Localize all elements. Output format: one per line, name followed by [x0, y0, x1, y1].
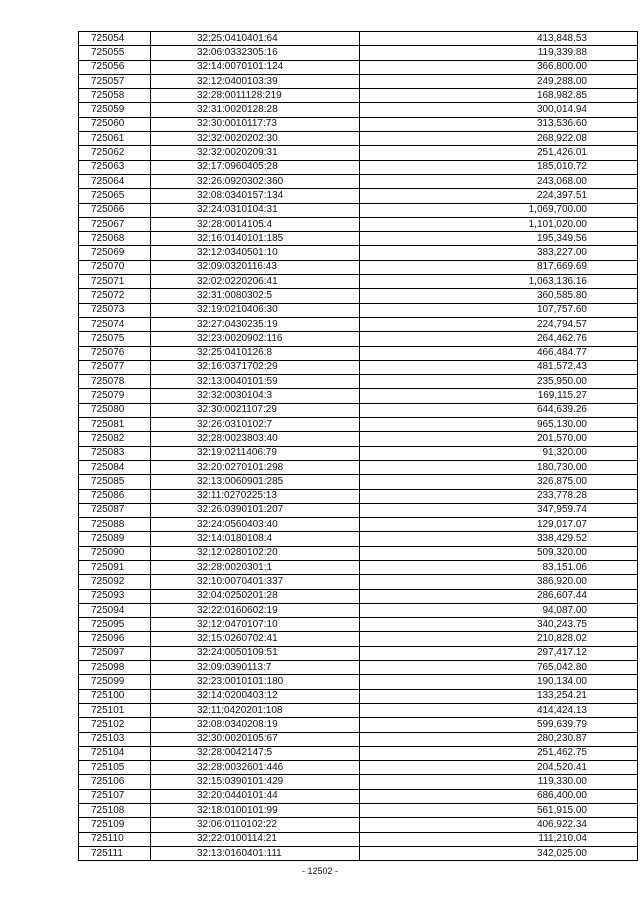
table-row — [79, 575, 638, 589]
cell-record-id: 725078 — [79, 375, 151, 389]
table-row — [79, 746, 638, 760]
table-row — [79, 804, 638, 818]
cell-cadastral-number: 32:13:0040101:59 — [151, 375, 360, 389]
cell-record-id: 725084 — [79, 460, 151, 474]
cell-cadastral-number: 32:15:0390101:429 — [151, 775, 360, 789]
cell-amount: 644,639.26 — [360, 403, 638, 417]
cell-record-id: 725064 — [79, 174, 151, 188]
table-row — [79, 375, 638, 389]
cell-cadastral-number: 32:24:0560403:40 — [151, 518, 360, 532]
cell-cadastral-number: 32:28:0014105:4 — [151, 217, 360, 231]
cell-amount: 268,922.08 — [360, 132, 638, 146]
cell-amount: 765,042.80 — [360, 661, 638, 675]
cell-cadastral-number: 32:08:0340208:19 — [151, 718, 360, 732]
table-row — [79, 117, 638, 131]
cell-amount: 347,959.74 — [360, 503, 638, 517]
cell-amount: 599,639.79 — [360, 718, 638, 732]
cell-record-id: 725109 — [79, 818, 151, 832]
table-row — [79, 217, 638, 231]
cell-record-id: 725091 — [79, 560, 151, 574]
table-row — [79, 46, 638, 60]
cell-cadastral-number: 32:14:0200403:12 — [151, 689, 360, 703]
cell-cadastral-number: 32:30:0021107:29 — [151, 403, 360, 417]
cell-cadastral-number: 32:32:0030104:3 — [151, 389, 360, 403]
cell-record-id: 725055 — [79, 46, 151, 60]
table-row — [79, 275, 638, 289]
cell-cadastral-number: 32:20:0440101:44 — [151, 789, 360, 803]
table-row — [79, 189, 638, 203]
cell-amount: 195,349.56 — [360, 232, 638, 246]
table-row — [79, 74, 638, 88]
cell-cadastral-number: 32:32:0020209:31 — [151, 146, 360, 160]
cell-amount: 1,069,700.00 — [360, 203, 638, 217]
cell-cadastral-number: 32:12:0470107:10 — [151, 618, 360, 632]
cell-cadastral-number: 32:31:0080302:5 — [151, 289, 360, 303]
cell-cadastral-number: 32:28:0011128:219 — [151, 89, 360, 103]
cell-record-id: 725076 — [79, 346, 151, 360]
cell-record-id: 725108 — [79, 804, 151, 818]
cell-cadastral-number: 32:25:0410126:8 — [151, 346, 360, 360]
cell-amount: 235,950.00 — [360, 375, 638, 389]
cell-cadastral-number: 32:06:0332305:16 — [151, 46, 360, 60]
table-row — [79, 146, 638, 160]
cell-cadastral-number: 32:24:0310104:31 — [151, 203, 360, 217]
cell-record-id: 725058 — [79, 89, 151, 103]
cell-record-id: 725075 — [79, 332, 151, 346]
cell-record-id: 725092 — [79, 575, 151, 589]
cell-cadastral-number: 32:20:0270101:298 — [151, 460, 360, 474]
cell-record-id: 725093 — [79, 589, 151, 603]
cell-amount: 386,920.00 — [360, 575, 638, 589]
cell-amount: 383,227.00 — [360, 246, 638, 260]
table-row — [79, 317, 638, 331]
cell-amount: 111,210.04 — [360, 832, 638, 846]
cell-record-id: 725080 — [79, 403, 151, 417]
cell-cadastral-number: 32:26:0390101:207 — [151, 503, 360, 517]
table-row — [79, 32, 638, 46]
cell-record-id: 725101 — [79, 703, 151, 717]
cell-amount: 1,101,020.00 — [360, 217, 638, 231]
table-row — [79, 632, 638, 646]
cell-cadastral-number: 32:25:0410401:64 — [151, 32, 360, 46]
cell-cadastral-number: 32:10:0070401:337 — [151, 575, 360, 589]
cell-record-id: 725100 — [79, 689, 151, 703]
page-number: - 12502 - — [301, 866, 339, 876]
cell-amount: 1,063,136.16 — [360, 275, 638, 289]
cell-cadastral-number: 32:19:0210406:30 — [151, 303, 360, 317]
cell-record-id: 725094 — [79, 603, 151, 617]
cell-amount: 83,151.06 — [360, 560, 638, 574]
cell-cadastral-number: 32:28:0020301:1 — [151, 560, 360, 574]
table-row — [79, 246, 638, 260]
table-row — [79, 475, 638, 489]
cell-record-id: 725104 — [79, 746, 151, 760]
table-row — [79, 503, 638, 517]
cell-record-id: 725067 — [79, 217, 151, 231]
cell-amount: 224,397.51 — [360, 189, 638, 203]
cell-record-id: 725079 — [79, 389, 151, 403]
table-row — [79, 103, 638, 117]
table-row — [79, 518, 638, 532]
cell-amount: 129,017.07 — [360, 518, 638, 532]
cell-amount: 313,536.60 — [360, 117, 638, 131]
table-row — [79, 560, 638, 574]
table-row — [79, 718, 638, 732]
table-row — [79, 761, 638, 775]
cell-cadastral-number: 32:30:0010117:73 — [151, 117, 360, 131]
cell-record-id: 725098 — [79, 661, 151, 675]
cell-cadastral-number: 32:16:0371702:29 — [151, 360, 360, 374]
cell-record-id: 725061 — [79, 132, 151, 146]
cell-cadastral-number: 32:22:0100114:21 — [151, 832, 360, 846]
cell-amount: 686,400.00 — [360, 789, 638, 803]
table-row — [79, 661, 638, 675]
cell-record-id: 725074 — [79, 317, 151, 331]
cell-amount: 340,243.75 — [360, 618, 638, 632]
cell-amount: 133,254.21 — [360, 689, 638, 703]
cell-cadastral-number: 32:12:0400103:39 — [151, 74, 360, 88]
cell-amount: 168,982.85 — [360, 89, 638, 103]
cell-cadastral-number: 32:14:0070101:124 — [151, 60, 360, 74]
cell-amount: 280,230.87 — [360, 732, 638, 746]
cell-cadastral-number: 32:08:0340157:134 — [151, 189, 360, 203]
table-row — [79, 789, 638, 803]
cell-record-id: 725068 — [79, 232, 151, 246]
cell-record-id: 725099 — [79, 675, 151, 689]
cell-cadastral-number: 32:12:0280102:20 — [151, 546, 360, 560]
cell-cadastral-number: 32:18:0100101:99 — [151, 804, 360, 818]
cell-amount: 119,339.88 — [360, 46, 638, 60]
table-row — [79, 303, 638, 317]
cell-cadastral-number: 32:28:0032601:446 — [151, 761, 360, 775]
cell-record-id: 725071 — [79, 275, 151, 289]
cell-cadastral-number: 32:23:0010101:180 — [151, 675, 360, 689]
cell-record-id: 725087 — [79, 503, 151, 517]
cell-cadastral-number: 32:13:0160401:111 — [151, 846, 360, 860]
cell-record-id: 725057 — [79, 74, 151, 88]
table-row — [79, 60, 638, 74]
table-row — [79, 832, 638, 846]
cell-cadastral-number: 32:30:0020105:67 — [151, 732, 360, 746]
cell-amount: 817,669.69 — [360, 260, 638, 274]
table-body — [79, 32, 638, 861]
cell-cadastral-number: 32:28:0042147:5 — [151, 746, 360, 760]
data-table — [78, 31, 638, 861]
cell-record-id: 725073 — [79, 303, 151, 317]
cell-amount: 233,778.28 — [360, 489, 638, 503]
cell-amount: 224,794.57 — [360, 317, 638, 331]
table-row — [79, 232, 638, 246]
cell-cadastral-number: 32:09:0390113:7 — [151, 661, 360, 675]
table-row — [79, 360, 638, 374]
cell-cadastral-number: 32:32:0020202:30 — [151, 132, 360, 146]
cell-amount: 185,010.72 — [360, 160, 638, 174]
cell-cadastral-number: 32:11:0270225:13 — [151, 489, 360, 503]
table-row — [79, 432, 638, 446]
table-row — [79, 389, 638, 403]
cell-cadastral-number: 32:06:0110102:22 — [151, 818, 360, 832]
table-row — [79, 732, 638, 746]
cell-cadastral-number: 32:17:0960405:28 — [151, 160, 360, 174]
cell-amount: 326,875.00 — [360, 475, 638, 489]
table-row — [79, 689, 638, 703]
table-row — [79, 775, 638, 789]
cell-amount: 413,848.53 — [360, 32, 638, 46]
cell-amount: 107,757.60 — [360, 303, 638, 317]
cell-amount: 406,922.34 — [360, 818, 638, 832]
cell-amount: 201,570.00 — [360, 432, 638, 446]
cell-record-id: 725106 — [79, 775, 151, 789]
table-row — [79, 532, 638, 546]
table-row — [79, 460, 638, 474]
table-row — [79, 603, 638, 617]
cell-amount: 91,320.00 — [360, 446, 638, 460]
cell-amount: 561,915.00 — [360, 804, 638, 818]
table-row — [79, 546, 638, 560]
cell-record-id: 725089 — [79, 532, 151, 546]
table-row — [79, 346, 638, 360]
table-row — [79, 846, 638, 860]
cell-record-id: 725090 — [79, 546, 151, 560]
cell-amount: 251,426.01 — [360, 146, 638, 160]
table-row — [79, 160, 638, 174]
cell-record-id: 725083 — [79, 446, 151, 460]
cell-amount: 169,115.27 — [360, 389, 638, 403]
table-row — [79, 446, 638, 460]
cell-amount: 286,607.44 — [360, 589, 638, 603]
table-row — [79, 132, 638, 146]
cell-amount: 243,068.00 — [360, 174, 638, 188]
table-row — [79, 89, 638, 103]
cell-cadastral-number: 32:26:0310102:7 — [151, 418, 360, 432]
cell-record-id: 725082 — [79, 432, 151, 446]
cell-cadastral-number: 32:24:0050109:51 — [151, 646, 360, 660]
cell-record-id: 725054 — [79, 32, 151, 46]
cell-record-id: 725070 — [79, 260, 151, 274]
cell-record-id: 725063 — [79, 160, 151, 174]
cell-record-id: 725096 — [79, 632, 151, 646]
cell-amount: 180,730.00 — [360, 460, 638, 474]
cell-cadastral-number: 32:04:0250201:28 — [151, 589, 360, 603]
cell-cadastral-number: 32:31:0020128:28 — [151, 103, 360, 117]
table-row — [79, 703, 638, 717]
cell-record-id: 725062 — [79, 146, 151, 160]
cell-cadastral-number: 32:14:0180108:4 — [151, 532, 360, 546]
cell-record-id: 725069 — [79, 246, 151, 260]
cell-amount: 190,134.00 — [360, 675, 638, 689]
cell-cadastral-number: 32:02:0220206:41 — [151, 275, 360, 289]
cell-cadastral-number: 32:12:0340501:10 — [151, 246, 360, 260]
table-row — [79, 289, 638, 303]
cell-amount: 119,330.00 — [360, 775, 638, 789]
cell-record-id: 725095 — [79, 618, 151, 632]
cell-record-id: 725086 — [79, 489, 151, 503]
table-row — [79, 403, 638, 417]
cell-amount: 297,417.12 — [360, 646, 638, 660]
cell-cadastral-number: 32:28:0023803:40 — [151, 432, 360, 446]
cell-amount: 300,014.94 — [360, 103, 638, 117]
cell-amount: 94,087.00 — [360, 603, 638, 617]
cell-record-id: 725066 — [79, 203, 151, 217]
cell-record-id: 725059 — [79, 103, 151, 117]
table-row — [79, 589, 638, 603]
cell-cadastral-number: 32:27:0430235:19 — [151, 317, 360, 331]
table-row — [79, 203, 638, 217]
cell-record-id: 725085 — [79, 475, 151, 489]
cell-amount: 264,462.76 — [360, 332, 638, 346]
cell-record-id: 725081 — [79, 418, 151, 432]
cell-record-id: 725088 — [79, 518, 151, 532]
table-row — [79, 489, 638, 503]
cell-amount: 481,572.43 — [360, 360, 638, 374]
cell-record-id: 725072 — [79, 289, 151, 303]
cell-cadastral-number: 32:22:0160602:19 — [151, 603, 360, 617]
cell-record-id: 725065 — [79, 189, 151, 203]
cell-amount: 342,025.00 — [360, 846, 638, 860]
cell-amount: 965,130.00 — [360, 418, 638, 432]
cell-amount: 249,288.00 — [360, 74, 638, 88]
table-row — [79, 418, 638, 432]
cell-cadastral-number: 32:23:0020902:116 — [151, 332, 360, 346]
cell-cadastral-number: 32:16:0140101:185 — [151, 232, 360, 246]
cell-amount: 210,828.02 — [360, 632, 638, 646]
table-row — [79, 646, 638, 660]
cell-amount: 366,800.00 — [360, 60, 638, 74]
cell-cadastral-number: 32:13:0060901:285 — [151, 475, 360, 489]
cell-cadastral-number: 32:15:0260702:41 — [151, 632, 360, 646]
cell-record-id: 725111 — [79, 846, 151, 860]
cell-record-id: 725107 — [79, 789, 151, 803]
table-row — [79, 618, 638, 632]
cell-cadastral-number: 32:11:0420201:108 — [151, 703, 360, 717]
cell-amount: 509,320.00 — [360, 546, 638, 560]
cell-record-id: 725077 — [79, 360, 151, 374]
cell-amount: 414,424.13 — [360, 703, 638, 717]
cell-record-id: 725105 — [79, 761, 151, 775]
cell-amount: 338,429.52 — [360, 532, 638, 546]
table-row — [79, 260, 638, 274]
cell-record-id: 725097 — [79, 646, 151, 660]
cell-cadastral-number: 32:26:0920302:360 — [151, 174, 360, 188]
cell-cadastral-number: 32:09:0320116:43 — [151, 260, 360, 274]
cell-record-id: 725110 — [79, 832, 151, 846]
table-row — [79, 332, 638, 346]
cell-amount: 360,585.80 — [360, 289, 638, 303]
cell-amount: 204,520.41 — [360, 761, 638, 775]
cell-amount: 466,484.77 — [360, 346, 638, 360]
cell-record-id: 725056 — [79, 60, 151, 74]
cell-record-id: 725103 — [79, 732, 151, 746]
cell-amount: 251,462.75 — [360, 746, 638, 760]
cell-record-id: 725060 — [79, 117, 151, 131]
table-row — [79, 818, 638, 832]
cell-record-id: 725102 — [79, 718, 151, 732]
table-row — [79, 174, 638, 188]
table-row — [79, 675, 638, 689]
cell-cadastral-number: 32:19:0211406:79 — [151, 446, 360, 460]
